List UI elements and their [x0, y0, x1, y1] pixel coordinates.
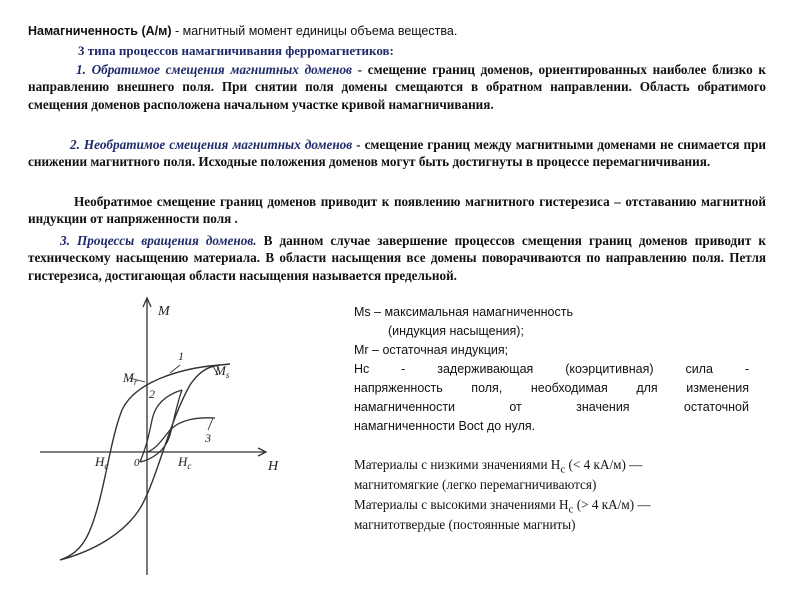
paragraph-rotation-lead: 3. Процессы вращения доменов. [60, 233, 257, 248]
hysteresis-loop-descending [60, 365, 220, 560]
paragraph-rotation-body: В данном случае завершение процессов смещения границ доменов приводит к техническому насыщению материала. В области насыщения все домены поворачиваются по направлению поля. Петля гистерезиса, достигающая области насыщения называется предельной. [28, 233, 766, 283]
paragraph-hysteresis-body: Необратимое смещение границ доменов приводит к появлению магнитного гистерезиса – отставанию магнитной индукции от напряженности поля . [28, 194, 766, 227]
mr-definition: Mr – остаточная индукция; [354, 343, 509, 357]
soft-materials-sub: с [560, 463, 566, 476]
ms-definition-sub: (индукция насыщения); [388, 324, 524, 338]
mr-label: $M_r$ [123, 370, 138, 387]
hc-left-label: $H_c$ [95, 454, 109, 471]
hc-definition-line-3: намагниченности от значения остаточной [354, 400, 749, 414]
curve-2-label: 2 [149, 387, 155, 401]
hard-materials-sub: с [568, 503, 574, 516]
hysteresis-loop-ascending [60, 365, 220, 560]
paragraph-reversible-lead: 1. Обратимое смещения магнитных доменов [76, 62, 352, 77]
ms-definition: Ms – максимальная намагниченность [354, 305, 573, 319]
axis-m-label: M [158, 304, 170, 319]
hard-materials-text: Материалы с высокими значениями H [354, 497, 569, 512]
section-heading: 3 типа процессов намагничивания ферромагнетиков: [78, 43, 394, 58]
hard-materials-line-2: магнитотвердые (постоянные магниты) [354, 517, 576, 532]
curve-3-label: 3 [205, 431, 211, 445]
origin-label: 0 [134, 457, 140, 469]
definition-term: Намагниченность (А/м) [28, 24, 172, 38]
paragraph-irreversible-body: - смещение границ между магнитными доменами не снимается при снижении магнитного поля. Исходные положения доменов могут быть достигнуты в процессе перемагничивания. [28, 137, 767, 170]
paragraph-reversible [28, 61, 766, 113]
paragraph-rotation [28, 232, 766, 284]
hc-definition-line-2: напряженность поля, необходимая для изменения [354, 381, 749, 395]
ms-label: $M_s$ [215, 363, 230, 380]
hysteresis-graph [30, 290, 340, 580]
axis-h-label: H [268, 459, 279, 474]
definition-text: - магнитный момент единицы объема вещества. [171, 24, 458, 38]
soft-materials-line-2: магнитомягкие (легко перемагничиваются) [354, 477, 597, 492]
paragraph-irreversible-lead: 2. Необратимое смещения магнитных доменов [70, 137, 353, 152]
hc-definition-line-1: Hc - задерживающая (коэрцитивная) сила - [354, 362, 749, 376]
curve-3-leader [208, 418, 213, 430]
paragraph-irreversible [28, 136, 766, 171]
paragraph-hysteresis [28, 193, 766, 228]
curve-1-label: 1 [178, 349, 184, 363]
paragraph-reversible-body: - смещение границ доменов, ориентированных наиболее близко к направлению внешнего поля. При снятии поля домены смещаются в обратном направлении. Область обратимого смещения доменов расположена начальном участке кривой намагничивания. [28, 62, 766, 112]
soft-materials-tail: (< 4 кА/м) — [565, 457, 643, 472]
soft-materials-text: Материалы с низкими значениями H [354, 457, 561, 472]
hc-right-label: $H_c$ [178, 454, 192, 471]
definition-line [28, 24, 768, 38]
hc-definition-line-4: намагниченности Boct до нуля. [354, 419, 536, 433]
hard-materials-tail: (> 4 кА/м) — [573, 497, 651, 512]
